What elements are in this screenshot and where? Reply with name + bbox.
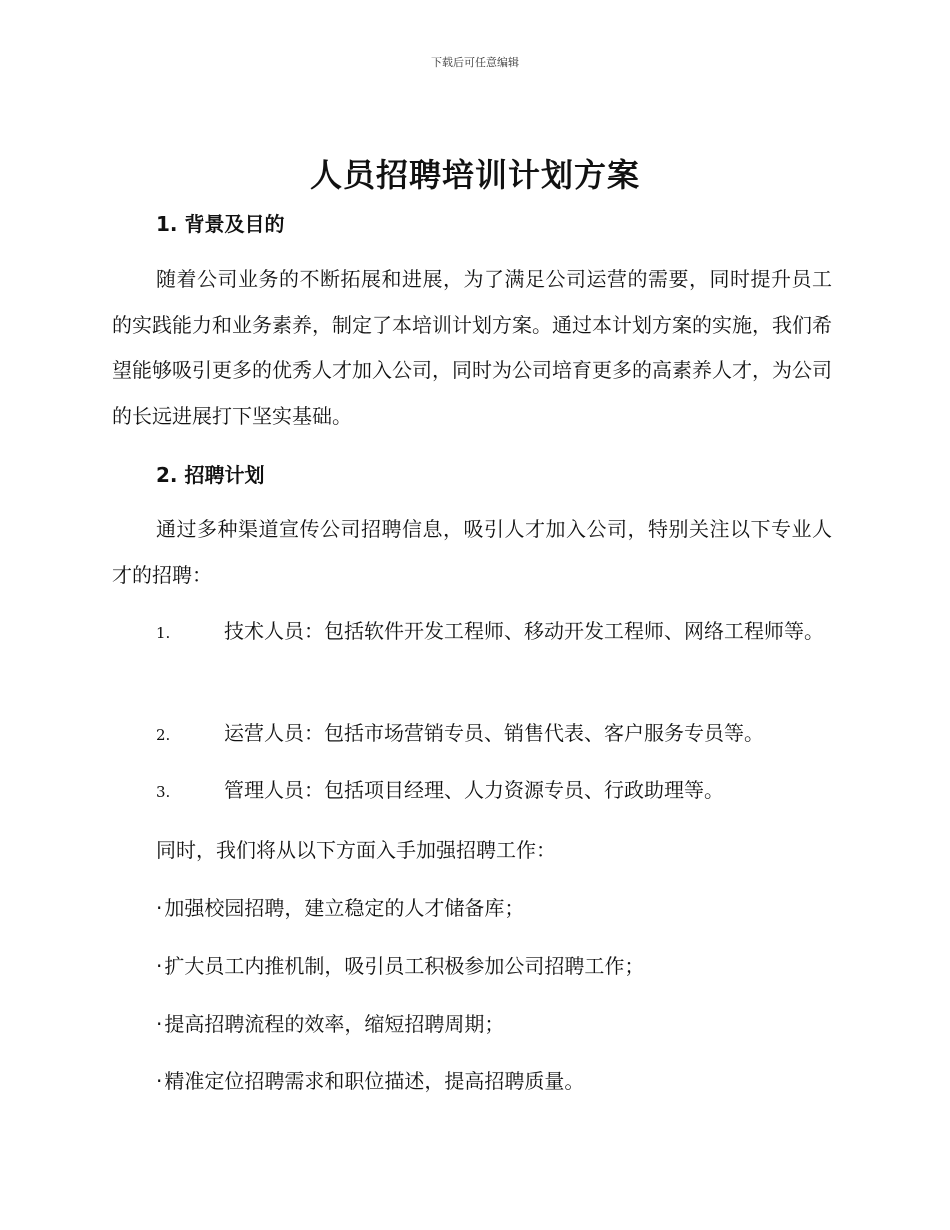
bullet-item <box>156 1065 584 1094</box>
section-heading-recruitment: 2. 招聘计划 <box>156 463 265 487</box>
numbered-item-number: 1. <box>156 624 171 642</box>
bullet-item <box>156 892 524 921</box>
bullet-item <box>156 1008 504 1037</box>
recruitment-intro-paragraph: 通过多种渠道宣传公司招聘信息，吸引人才加入公司，特别关注以下专业人才的招聘： <box>112 517 832 587</box>
numbered-item-operations <box>112 711 832 759</box>
bullet-item-text: 提高招聘流程的效率，缩短招聘周期； <box>164 1012 505 1036</box>
bullet-item-text: 扩大员工内推机制，吸引员工积极参加公司招聘工作； <box>164 954 645 978</box>
bullet-item <box>156 950 644 979</box>
document-title: 人员招聘培训计划方案 <box>309 156 640 194</box>
numbered-item-text: 运营人员：包括市场营销专员、销售代表、客户服务专员等。 <box>224 721 764 745</box>
bullet-dot: · <box>156 1012 163 1036</box>
bullet-dot: · <box>156 1069 163 1093</box>
header-note: 下载后可任意编辑 <box>431 56 519 69</box>
numbered-item-technical <box>112 609 832 657</box>
numbered-item-management <box>112 768 832 816</box>
numbered-item-number: 2. <box>156 726 171 744</box>
numbered-item-text: 管理人员：包括项目经理、人力资源专员、行政助理等。 <box>224 778 724 802</box>
bullet-item-text: 加强校园招聘，建立稳定的人才储备库； <box>164 896 525 920</box>
numbered-item-number: 3. <box>156 783 171 801</box>
bullet-item-text: 精准定位招聘需求和职位描述，提高招聘质量。 <box>164 1069 585 1093</box>
bullet-dot: · <box>156 896 163 920</box>
numbered-item-text: 技术人员：包括软件开发工程师、移动开发工程师、网络工程师等。 <box>224 619 824 643</box>
background-paragraph: 随着公司业务的不断拓展和进展，为了满足公司运营的需要，同时提升员工的实践能力和业务素养，制定了本培训计划方案。通过本计划方案的实施，我们希望能够吸引更多的优秀人才加入公司，同时为公司培育更多的高素养人才，为公司的长远进展打下坚实基础。 <box>112 267 832 428</box>
section-heading-background: 1. 背景及目的 <box>156 212 285 236</box>
bullets-intro-line: 同时，我们将从以下方面入手加强招聘工作： <box>156 838 556 862</box>
bullet-dot: · <box>156 954 163 978</box>
